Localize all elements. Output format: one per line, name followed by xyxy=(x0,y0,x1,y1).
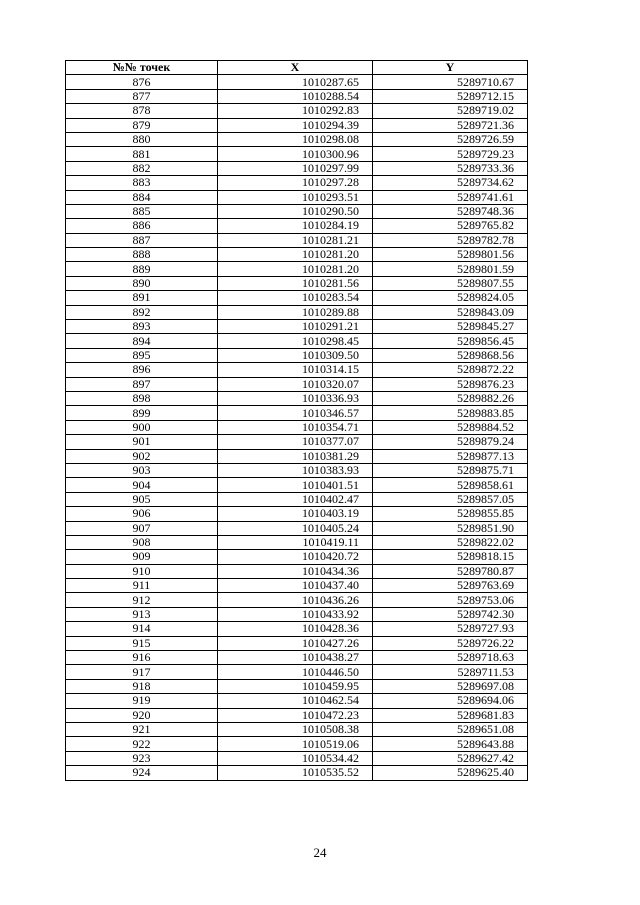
x-coordinate-cell: 1010293.51 xyxy=(218,190,373,204)
table-row xyxy=(66,219,528,233)
x-coordinate-cell: 1010281.21 xyxy=(218,233,373,247)
table-row xyxy=(66,204,528,218)
header-row xyxy=(66,61,528,75)
y-coordinate-cell: 5289801.56 xyxy=(373,248,528,262)
point-number-cell: 912 xyxy=(66,593,218,607)
table-row xyxy=(66,363,528,377)
x-coordinate-cell: 1010297.99 xyxy=(218,161,373,175)
y-coordinate-cell: 5289782.78 xyxy=(373,233,528,247)
table-row xyxy=(66,262,528,276)
table-row xyxy=(66,348,528,362)
x-coordinate-cell: 1010298.45 xyxy=(218,334,373,348)
y-coordinate-cell: 5289727.93 xyxy=(373,622,528,636)
x-coordinate-cell: 1010403.19 xyxy=(218,507,373,521)
x-coordinate-cell: 1010437.40 xyxy=(218,579,373,593)
point-number-cell: 900 xyxy=(66,420,218,434)
table-row xyxy=(66,406,528,420)
point-number-cell: 876 xyxy=(66,75,218,89)
table-row xyxy=(66,550,528,564)
y-coordinate-cell: 5289843.09 xyxy=(373,305,528,319)
x-coordinate-cell: 1010297.28 xyxy=(218,176,373,190)
table-row xyxy=(66,190,528,204)
x-coordinate-cell: 1010459.95 xyxy=(218,679,373,693)
table-row xyxy=(66,147,528,161)
x-coordinate-cell: 1010446.50 xyxy=(218,665,373,679)
point-number-cell: 883 xyxy=(66,176,218,190)
y-coordinate-cell: 5289643.88 xyxy=(373,737,528,751)
point-number-cell: 914 xyxy=(66,622,218,636)
table-row xyxy=(66,622,528,636)
x-coordinate-cell: 1010291.21 xyxy=(218,320,373,334)
table-row xyxy=(66,391,528,405)
y-coordinate-cell: 5289822.02 xyxy=(373,535,528,549)
page-number: 24 xyxy=(313,845,327,860)
table-header xyxy=(66,61,528,75)
y-coordinate-cell: 5289876.23 xyxy=(373,377,528,391)
x-coordinate-cell: 1010434.36 xyxy=(218,564,373,578)
y-coordinate-cell: 5289753.06 xyxy=(373,593,528,607)
y-coordinate-cell: 5289748.36 xyxy=(373,204,528,218)
y-coordinate-cell: 5289651.08 xyxy=(373,722,528,736)
point-number-cell: 906 xyxy=(66,507,218,521)
point-number-cell: 913 xyxy=(66,607,218,621)
table-row xyxy=(66,176,528,190)
point-number-cell: 881 xyxy=(66,147,218,161)
x-coordinate-cell: 1010401.51 xyxy=(218,478,373,492)
header-x: X xyxy=(218,61,373,75)
y-coordinate-cell: 5289883.85 xyxy=(373,406,528,420)
x-coordinate-cell: 1010438.27 xyxy=(218,651,373,665)
table-row xyxy=(66,579,528,593)
x-coordinate-cell: 1010320.07 xyxy=(218,377,373,391)
y-coordinate-cell: 5289801.59 xyxy=(373,262,528,276)
x-coordinate-cell: 1010381.29 xyxy=(218,449,373,463)
table-row xyxy=(66,651,528,665)
x-coordinate-cell: 1010300.96 xyxy=(218,147,373,161)
point-number-cell: 894 xyxy=(66,334,218,348)
point-number-cell: 880 xyxy=(66,132,218,146)
point-number-cell: 918 xyxy=(66,679,218,693)
x-coordinate-cell: 1010383.93 xyxy=(218,463,373,477)
point-number-cell: 896 xyxy=(66,363,218,377)
table-row xyxy=(66,737,528,751)
table-row xyxy=(66,104,528,118)
x-coordinate-cell: 1010402.47 xyxy=(218,492,373,506)
header-y: Y xyxy=(373,61,528,75)
y-coordinate-cell: 5289872.22 xyxy=(373,363,528,377)
y-coordinate-cell: 5289726.22 xyxy=(373,636,528,650)
table-row xyxy=(66,607,528,621)
table-row xyxy=(66,708,528,722)
y-coordinate-cell: 5289697.08 xyxy=(373,679,528,693)
x-coordinate-cell: 1010298.08 xyxy=(218,132,373,146)
point-number-cell: 886 xyxy=(66,219,218,233)
x-coordinate-cell: 1010346.57 xyxy=(218,406,373,420)
point-number-cell: 888 xyxy=(66,248,218,262)
x-coordinate-cell: 1010472.23 xyxy=(218,708,373,722)
y-coordinate-cell: 5289741.61 xyxy=(373,190,528,204)
y-coordinate-cell: 5289734.62 xyxy=(373,176,528,190)
point-number-cell: 923 xyxy=(66,751,218,765)
table-row xyxy=(66,276,528,290)
point-number-cell: 922 xyxy=(66,737,218,751)
y-coordinate-cell: 5289733.36 xyxy=(373,161,528,175)
point-number-cell: 908 xyxy=(66,535,218,549)
point-number-cell: 901 xyxy=(66,435,218,449)
x-coordinate-cell: 1010428.36 xyxy=(218,622,373,636)
x-coordinate-cell: 1010289.88 xyxy=(218,305,373,319)
table-row xyxy=(66,161,528,175)
point-number-cell: 890 xyxy=(66,276,218,290)
y-coordinate-cell: 5289879.24 xyxy=(373,435,528,449)
table-row xyxy=(66,75,528,89)
table-row xyxy=(66,420,528,434)
table-row xyxy=(66,435,528,449)
y-coordinate-cell: 5289712.15 xyxy=(373,89,528,103)
point-number-cell: 893 xyxy=(66,320,218,334)
table-row xyxy=(66,521,528,535)
y-coordinate-cell: 5289807.55 xyxy=(373,276,528,290)
y-coordinate-cell: 5289710.67 xyxy=(373,75,528,89)
x-coordinate-cell: 1010419.11 xyxy=(218,535,373,549)
x-coordinate-cell: 1010508.38 xyxy=(218,722,373,736)
x-coordinate-cell: 1010420.72 xyxy=(218,550,373,564)
point-number-cell: 903 xyxy=(66,463,218,477)
x-coordinate-cell: 1010290.50 xyxy=(218,204,373,218)
y-coordinate-cell: 5289627.42 xyxy=(373,751,528,765)
point-number-cell: 910 xyxy=(66,564,218,578)
x-coordinate-cell: 1010288.54 xyxy=(218,89,373,103)
y-coordinate-cell: 5289718.63 xyxy=(373,651,528,665)
table-row xyxy=(66,320,528,334)
x-coordinate-cell: 1010281.56 xyxy=(218,276,373,290)
y-coordinate-cell: 5289868.56 xyxy=(373,348,528,362)
point-number-cell: 924 xyxy=(66,766,218,780)
point-number-cell: 892 xyxy=(66,305,218,319)
table-body xyxy=(66,75,528,780)
point-number-cell: 909 xyxy=(66,550,218,564)
point-number-cell: 882 xyxy=(66,161,218,175)
table-row xyxy=(66,636,528,650)
table-row xyxy=(66,665,528,679)
point-number-cell: 899 xyxy=(66,406,218,420)
x-coordinate-cell: 1010292.83 xyxy=(218,104,373,118)
y-coordinate-cell: 5289855.85 xyxy=(373,507,528,521)
point-number-cell: 889 xyxy=(66,262,218,276)
table-row xyxy=(66,535,528,549)
y-coordinate-cell: 5289875.71 xyxy=(373,463,528,477)
x-coordinate-cell: 1010405.24 xyxy=(218,521,373,535)
y-coordinate-cell: 5289726.59 xyxy=(373,132,528,146)
table-row xyxy=(66,593,528,607)
table-row xyxy=(66,463,528,477)
x-coordinate-cell: 1010287.65 xyxy=(218,75,373,89)
point-number-cell: 921 xyxy=(66,722,218,736)
table-row xyxy=(66,377,528,391)
y-coordinate-cell: 5289694.06 xyxy=(373,694,528,708)
x-coordinate-cell: 1010519.06 xyxy=(218,737,373,751)
point-number-cell: 919 xyxy=(66,694,218,708)
point-number-cell: 905 xyxy=(66,492,218,506)
y-coordinate-cell: 5289818.15 xyxy=(373,550,528,564)
table-row xyxy=(66,89,528,103)
table-row xyxy=(66,564,528,578)
x-coordinate-cell: 1010309.50 xyxy=(218,348,373,362)
y-coordinate-cell: 5289824.05 xyxy=(373,291,528,305)
x-coordinate-cell: 1010283.54 xyxy=(218,291,373,305)
y-coordinate-cell: 5289884.52 xyxy=(373,420,528,434)
y-coordinate-cell: 5289763.69 xyxy=(373,579,528,593)
point-number-cell: 897 xyxy=(66,377,218,391)
y-coordinate-cell: 5289882.26 xyxy=(373,391,528,405)
point-number-cell: 904 xyxy=(66,478,218,492)
x-coordinate-cell: 1010377.07 xyxy=(218,435,373,449)
y-coordinate-cell: 5289681.83 xyxy=(373,708,528,722)
coordinates-table xyxy=(65,60,528,781)
point-number-cell: 917 xyxy=(66,665,218,679)
y-coordinate-cell: 5289721.36 xyxy=(373,118,528,132)
x-coordinate-cell: 1010284.19 xyxy=(218,219,373,233)
y-coordinate-cell: 5289742.30 xyxy=(373,607,528,621)
point-number-cell: 884 xyxy=(66,190,218,204)
y-coordinate-cell: 5289625.40 xyxy=(373,766,528,780)
table-row xyxy=(66,334,528,348)
point-number-cell: 891 xyxy=(66,291,218,305)
y-coordinate-cell: 5289845.27 xyxy=(373,320,528,334)
point-number-cell: 902 xyxy=(66,449,218,463)
table-row xyxy=(66,233,528,247)
table-row xyxy=(66,679,528,693)
table-row xyxy=(66,478,528,492)
x-coordinate-cell: 1010354.71 xyxy=(218,420,373,434)
x-coordinate-cell: 1010281.20 xyxy=(218,262,373,276)
x-coordinate-cell: 1010462.54 xyxy=(218,694,373,708)
point-number-cell: 878 xyxy=(66,104,218,118)
table-row xyxy=(66,766,528,780)
point-number-cell: 898 xyxy=(66,391,218,405)
y-coordinate-cell: 5289877.13 xyxy=(373,449,528,463)
table-row xyxy=(66,507,528,521)
point-number-cell: 920 xyxy=(66,708,218,722)
x-coordinate-cell: 1010281.20 xyxy=(218,248,373,262)
table-row xyxy=(66,132,528,146)
x-coordinate-cell: 1010294.39 xyxy=(218,118,373,132)
x-coordinate-cell: 1010535.52 xyxy=(218,766,373,780)
point-number-cell: 911 xyxy=(66,579,218,593)
point-number-cell: 879 xyxy=(66,118,218,132)
y-coordinate-cell: 5289729.23 xyxy=(373,147,528,161)
x-coordinate-cell: 1010436.26 xyxy=(218,593,373,607)
point-number-cell: 877 xyxy=(66,89,218,103)
y-coordinate-cell: 5289851.90 xyxy=(373,521,528,535)
x-coordinate-cell: 1010427.26 xyxy=(218,636,373,650)
table-row xyxy=(66,248,528,262)
table-row xyxy=(66,492,528,506)
point-number-cell: 887 xyxy=(66,233,218,247)
table-row xyxy=(66,305,528,319)
x-coordinate-cell: 1010433.92 xyxy=(218,607,373,621)
table-row xyxy=(66,722,528,736)
y-coordinate-cell: 5289765.82 xyxy=(373,219,528,233)
x-coordinate-cell: 1010534.42 xyxy=(218,751,373,765)
point-number-cell: 916 xyxy=(66,651,218,665)
point-number-cell: 915 xyxy=(66,636,218,650)
point-number-cell: 907 xyxy=(66,521,218,535)
table-row xyxy=(66,291,528,305)
y-coordinate-cell: 5289780.87 xyxy=(373,564,528,578)
table-row xyxy=(66,694,528,708)
table-row xyxy=(66,449,528,463)
header-point-number: №№ точек xyxy=(66,61,218,75)
y-coordinate-cell: 5289711.53 xyxy=(373,665,528,679)
y-coordinate-cell: 5289857.05 xyxy=(373,492,528,506)
point-number-cell: 885 xyxy=(66,204,218,218)
x-coordinate-cell: 1010314.15 xyxy=(218,363,373,377)
y-coordinate-cell: 5289719.02 xyxy=(373,104,528,118)
table-row xyxy=(66,751,528,765)
y-coordinate-cell: 5289858.61 xyxy=(373,478,528,492)
x-coordinate-cell: 1010336.93 xyxy=(218,391,373,405)
y-coordinate-cell: 5289856.45 xyxy=(373,334,528,348)
table-row xyxy=(66,118,528,132)
point-number-cell: 895 xyxy=(66,348,218,362)
